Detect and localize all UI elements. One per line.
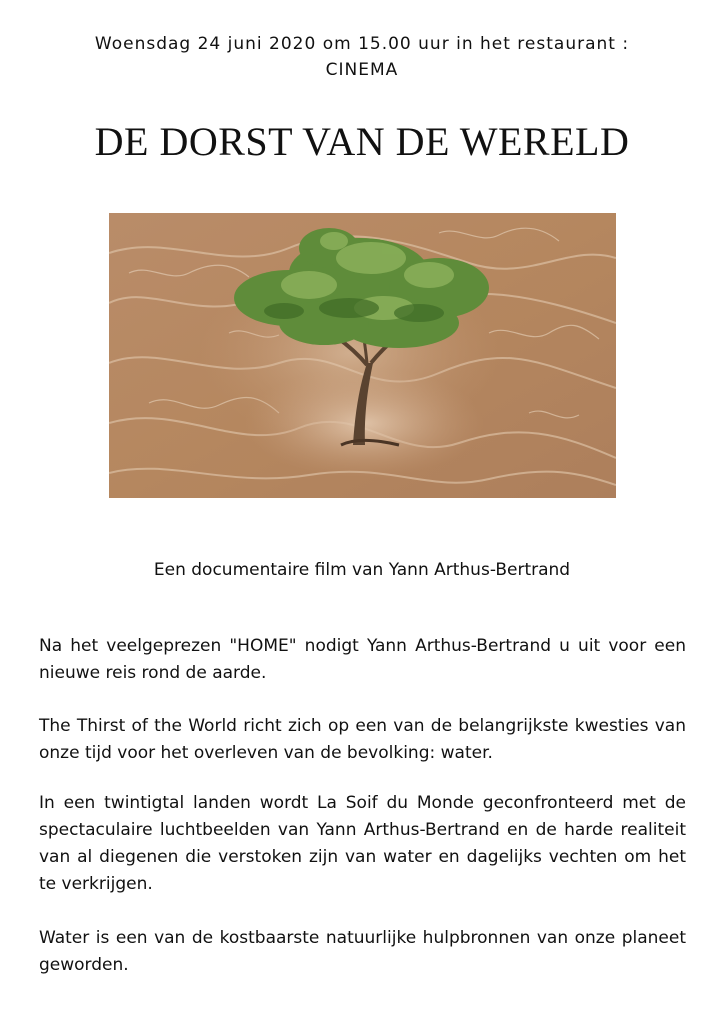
page-title: DE DORST VAN DE WERELD — [94, 119, 630, 164]
theme-paragraph: The Thirst of the World richt zich op een van de belangrijkste kwesties van onze tijd voor het overleven van de bevolking: water. — [39, 716, 686, 763]
closing-paragraph: Water is een van de kostbaarste natuurlijke hulpbronnen van onze planeet geworden. — [39, 928, 686, 975]
venue-line: CINEMA — [325, 60, 399, 80]
intro-paragraph: Na het veelgeprezen "HOME" nodigt Yann Arthus-Bertrand u uit voor een nieuwe reis rond de aarde. — [39, 636, 686, 683]
flood-tree-photo — [109, 213, 616, 498]
description-paragraph: In een twintigtal landen wordt La Soif du Monde geconfronteerd met de spectaculaire luchtbeelden van Yann Arthus-Bertrand en de harde realiteit van al diegenen die verstoken zijn van water en dagelijks vechten om het te verkrijgen. — [39, 793, 686, 894]
film-credit: Een documentaire film van Yann Arthus-Bertrand — [153, 560, 571, 580]
event-date-line: Woensdag 24 juni 2020 om 15.00 uur in het restaurant : — [94, 34, 630, 54]
